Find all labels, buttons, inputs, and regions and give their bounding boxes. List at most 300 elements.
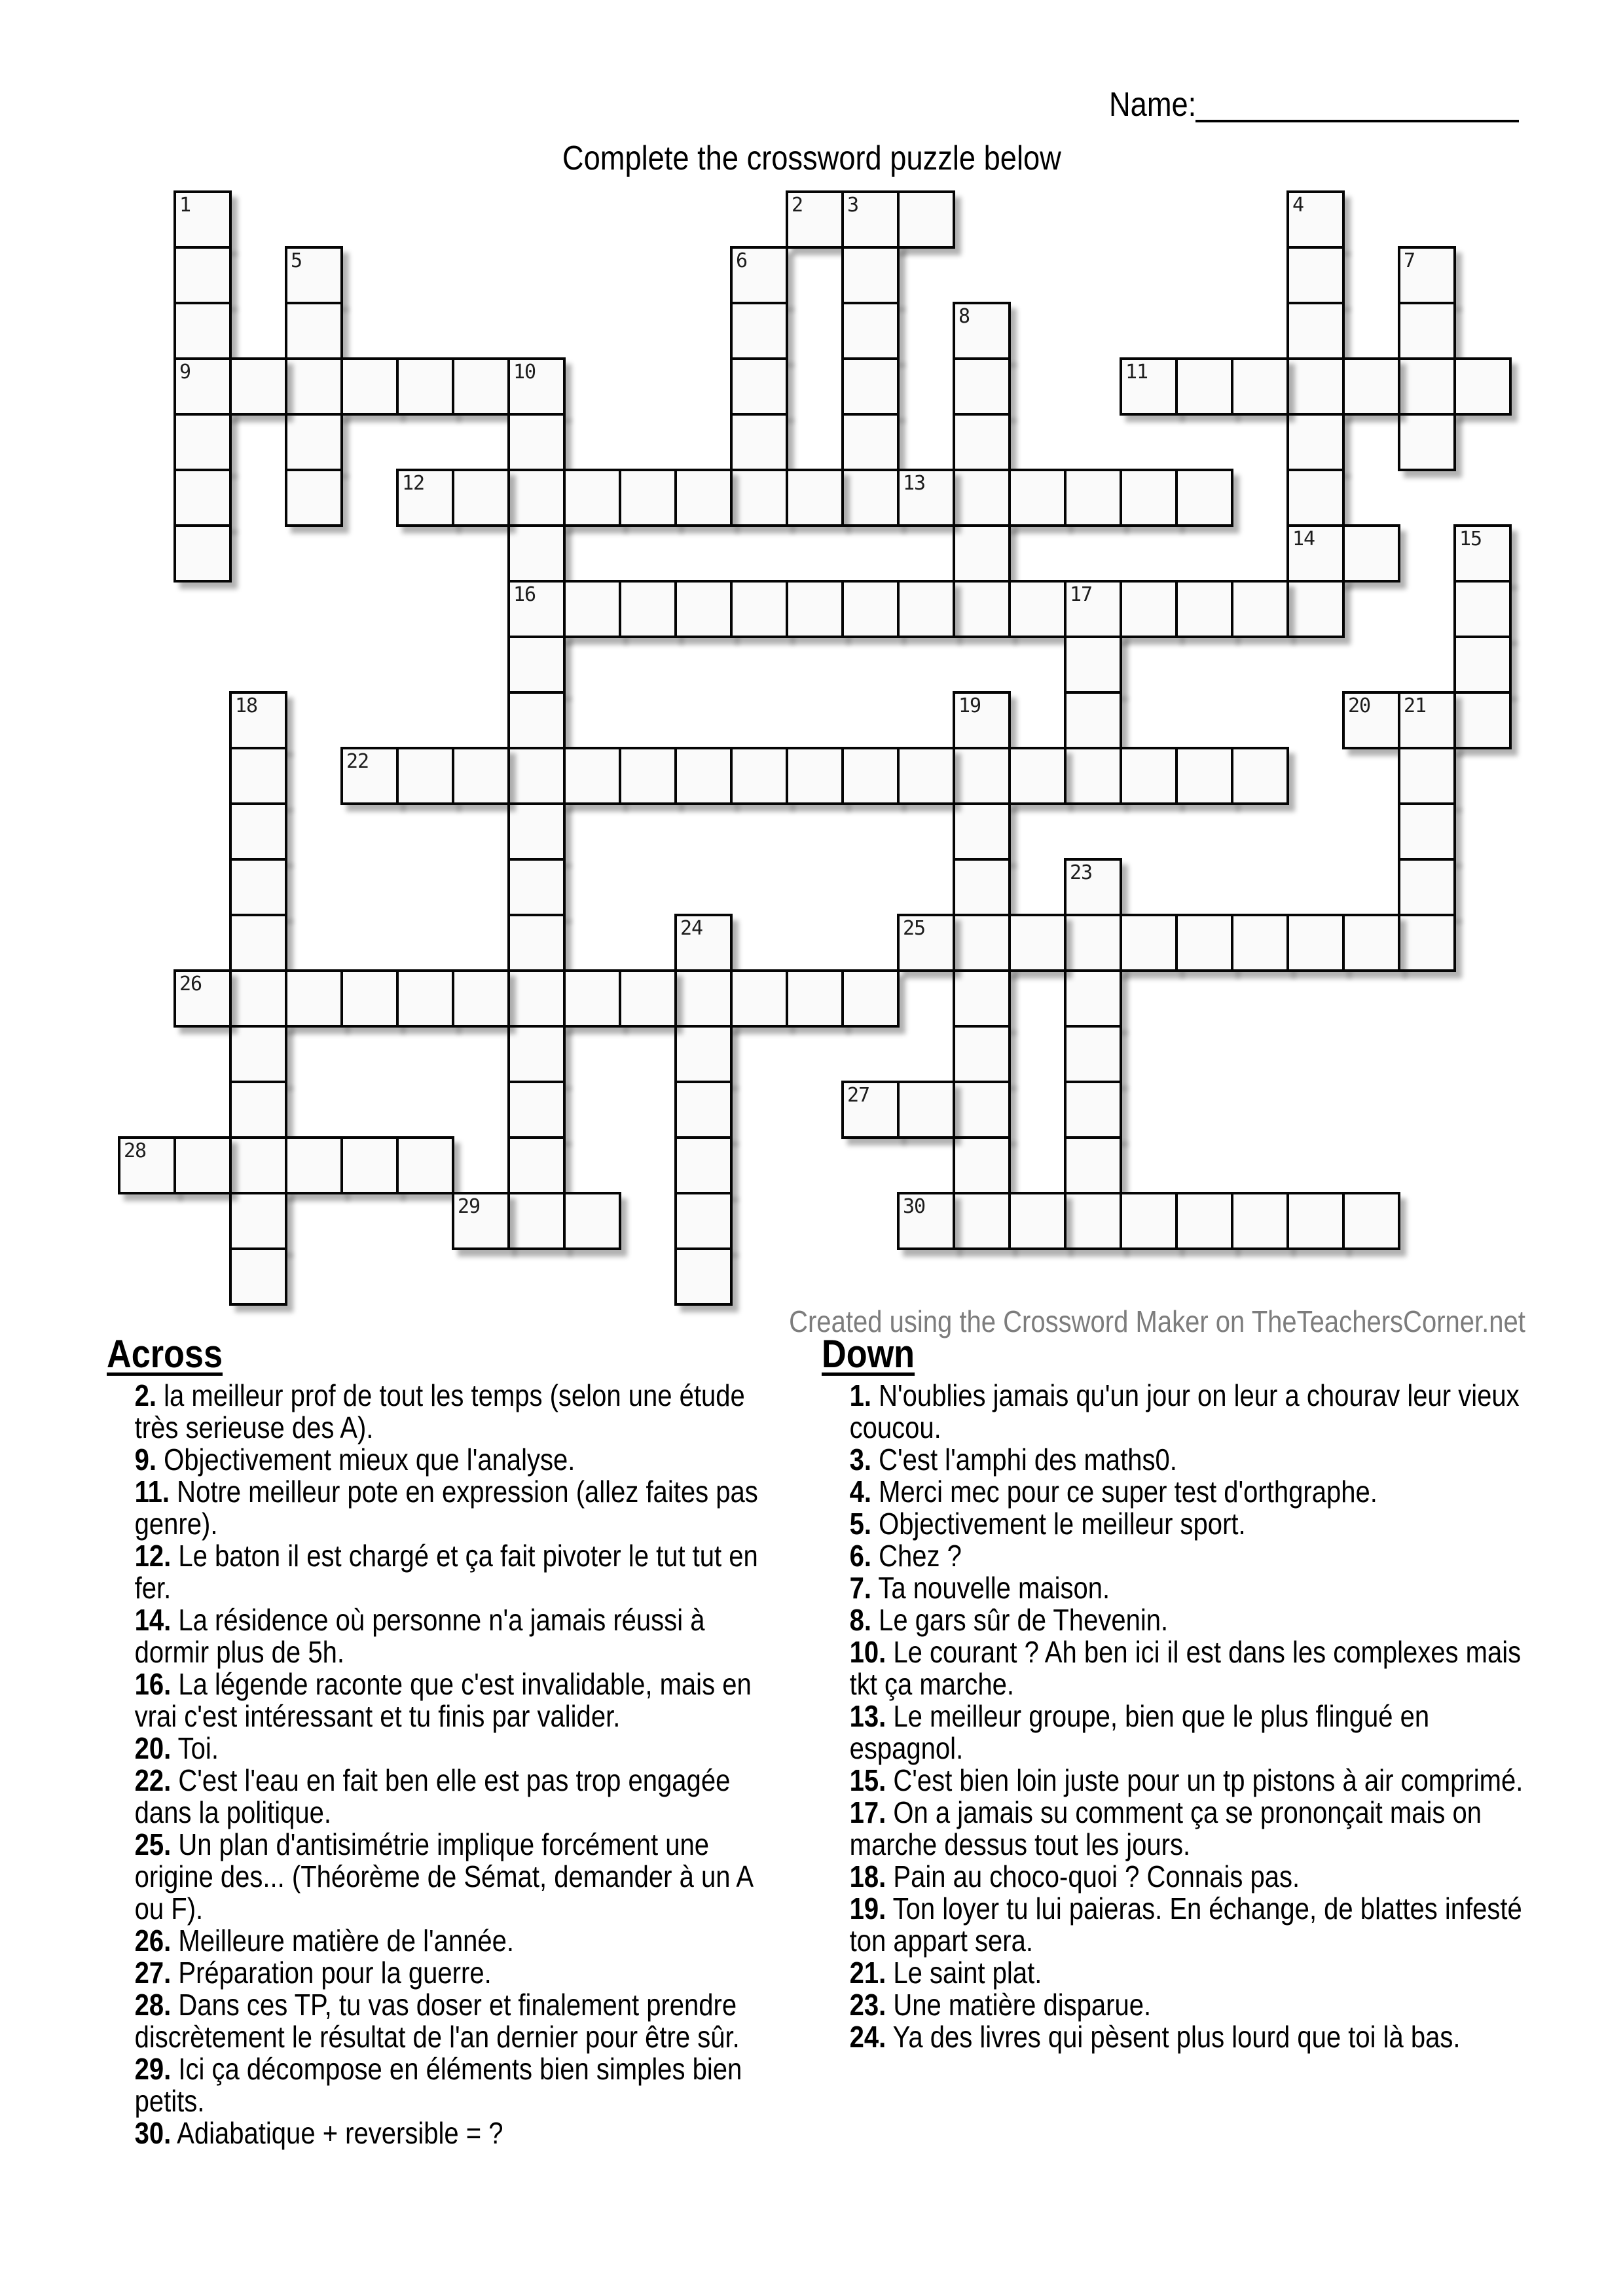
grid-cell-r6c15[interactable] bbox=[953, 524, 1011, 583]
grid-cell-r10c12[interactable] bbox=[786, 747, 844, 805]
attribution-text: Created using the Crossword Maker on TheTeachersCorner.net bbox=[789, 1304, 1525, 1338]
grid-cell-r3c2[interactable] bbox=[229, 357, 287, 416]
grid-cell-r7c9[interactable] bbox=[619, 580, 677, 638]
grid-cell-r11c23[interactable] bbox=[1398, 802, 1456, 861]
clue-text: Un plan d'antisimétrie implique forcément une origine des... (Théorème de Sémat, demander à un A ou F). bbox=[134, 1827, 752, 1926]
clue-number: 28. bbox=[134, 1988, 172, 2022]
clue-text: Préparation pour la guerre. bbox=[171, 1956, 492, 1990]
clue-number: 13. bbox=[849, 1699, 886, 1733]
grid-cell-r14c4[interactable] bbox=[340, 969, 399, 1028]
cell-number-27: 27 bbox=[847, 1084, 870, 1107]
cell-number-12: 12 bbox=[402, 472, 425, 495]
grid-cell-r3c5[interactable] bbox=[396, 357, 454, 416]
grid-cell-r4c7[interactable] bbox=[507, 413, 566, 471]
cell-number-5: 5 bbox=[291, 249, 302, 272]
cell-number-26: 26 bbox=[179, 973, 202, 996]
clue-text: Ici ça décompose en éléments bien simples bien petits. bbox=[134, 2052, 742, 2118]
grid-cell-r17c1[interactable] bbox=[173, 1136, 232, 1194]
clue-down-6 bbox=[850, 1540, 1525, 1572]
grid-cell-r10c8[interactable] bbox=[563, 747, 621, 805]
cell-number-21: 21 bbox=[1404, 694, 1427, 717]
name-label: Name: bbox=[1109, 86, 1197, 124]
grid-cell-r12c7[interactable] bbox=[507, 858, 566, 916]
clue-text: On a jamais su comment ça se prononçait mais on marche dessus tout les jours. bbox=[849, 1795, 1482, 1861]
clue-number: 24. bbox=[849, 2020, 886, 2054]
grid-cell-r3c24[interactable] bbox=[1453, 357, 1512, 416]
grid-cell-r7c18[interactable] bbox=[1120, 580, 1178, 638]
grid-cell-r17c4[interactable] bbox=[340, 1136, 399, 1194]
grid-cell-r2c23[interactable] bbox=[1398, 302, 1456, 360]
grid-cell-r3c21[interactable] bbox=[1286, 357, 1345, 416]
clue-number: 9. bbox=[134, 1443, 157, 1477]
grid-cell-r12c23[interactable] bbox=[1398, 858, 1456, 916]
clue-down-1 bbox=[850, 1380, 1525, 1444]
grid-cell-r3c23[interactable] bbox=[1398, 357, 1456, 416]
grid-cell-r6c24[interactable] bbox=[1453, 524, 1512, 583]
cell-number-2: 2 bbox=[792, 194, 803, 217]
grid-cell-r3c11[interactable] bbox=[730, 357, 788, 416]
clue-number: 4. bbox=[849, 1475, 872, 1509]
grid-cell-r10c2[interactable] bbox=[229, 747, 287, 805]
cell-number-9: 9 bbox=[179, 361, 191, 384]
clue-text: Le courant ? Ah ben ici il est dans les complexes mais tkt ça marche. bbox=[849, 1635, 1522, 1701]
grid-cell-r5c16[interactable] bbox=[1008, 469, 1067, 527]
clue-text: C'est l'amphi des maths0. bbox=[871, 1443, 1177, 1477]
grid-cell-r15c15[interactable] bbox=[953, 1025, 1011, 1083]
clue-number: 11. bbox=[134, 1475, 170, 1509]
clue-across-27 bbox=[135, 1957, 785, 1989]
grid-cell-r4c1[interactable] bbox=[173, 413, 232, 471]
name-blank-line[interactable] bbox=[1195, 91, 1519, 122]
clue-across-26 bbox=[135, 1925, 785, 1957]
grid-cell-r10c9[interactable] bbox=[619, 747, 677, 805]
clue-number: 1. bbox=[849, 1378, 872, 1412]
clue-text: N'oublies jamais qu'un jour on leur a chourav leur vieux coucou. bbox=[849, 1378, 1520, 1444]
grid-cell-r0c14[interactable] bbox=[897, 190, 955, 249]
grid-cell-r3c6[interactable] bbox=[452, 357, 510, 416]
clue-across-2 bbox=[135, 1380, 785, 1444]
clue-number: 12. bbox=[134, 1539, 172, 1573]
grid-cell-r16c7[interactable] bbox=[507, 1081, 566, 1139]
down-clues bbox=[850, 1380, 1525, 2053]
grid-cell-r10c4[interactable] bbox=[340, 747, 399, 805]
down-section bbox=[822, 1333, 1525, 2053]
grid-cell-r4c13[interactable] bbox=[841, 413, 900, 471]
grid-cell-r13c17[interactable] bbox=[1064, 914, 1122, 972]
grid-cell-r2c3[interactable] bbox=[285, 302, 343, 360]
grid-cell-r7c15[interactable] bbox=[953, 580, 1011, 638]
grid-cell-r7c20[interactable] bbox=[1231, 580, 1289, 638]
grid-cell-r18c15[interactable] bbox=[953, 1192, 1011, 1250]
grid-cell-r4c3[interactable] bbox=[285, 413, 343, 471]
grid-cell-r14c5[interactable] bbox=[396, 969, 454, 1028]
across-heading: Across bbox=[107, 1332, 223, 1376]
grid-cell-r6c7[interactable] bbox=[507, 524, 566, 583]
grid-cell-r4c11[interactable] bbox=[730, 413, 788, 471]
grid-cell-r2c13[interactable] bbox=[841, 302, 900, 360]
grid-cell-r14c12[interactable] bbox=[786, 969, 844, 1028]
grid-cell-r7c14[interactable] bbox=[897, 580, 955, 638]
grid-cell-r13c14[interactable] bbox=[897, 914, 955, 972]
grid-cell-r17c2[interactable] bbox=[229, 1136, 287, 1194]
clue-number: 2. bbox=[134, 1378, 157, 1412]
grid-cell-r7c24[interactable] bbox=[1453, 580, 1512, 638]
grid-cell-r3c13[interactable] bbox=[841, 357, 900, 416]
clue-text: Merci mec pour ce super test d'orthgraphe. bbox=[871, 1475, 1377, 1509]
cell-number-20: 20 bbox=[1348, 694, 1371, 717]
grid-cell-r12c17[interactable] bbox=[1064, 858, 1122, 916]
clue-down-7 bbox=[850, 1572, 1525, 1604]
clue-text: Le gars sûr de Thevenin. bbox=[871, 1603, 1169, 1637]
grid-cell-r5c8[interactable] bbox=[563, 469, 621, 527]
cell-number-10: 10 bbox=[513, 361, 536, 384]
grid-cell-r18c19[interactable] bbox=[1175, 1192, 1233, 1250]
grid-cell-r18c14[interactable] bbox=[897, 1192, 955, 1250]
grid-cell-r18c2[interactable] bbox=[229, 1192, 287, 1250]
grid-cell-r15c17[interactable] bbox=[1064, 1025, 1122, 1083]
grid-cell-r5c17[interactable] bbox=[1064, 469, 1122, 527]
clue-text: Pain au choco-quoi ? Connais pas. bbox=[886, 1859, 1300, 1893]
grid-cell-r10c20[interactable] bbox=[1231, 747, 1289, 805]
cell-number-6: 6 bbox=[736, 249, 748, 272]
clue-text: Ta nouvelle maison. bbox=[871, 1571, 1110, 1605]
down-heading: Down bbox=[822, 1332, 915, 1376]
clue-across-20 bbox=[135, 1732, 785, 1765]
grid-cell-r11c2[interactable] bbox=[229, 802, 287, 861]
cell-number-7: 7 bbox=[1404, 249, 1415, 272]
clue-text: Le meilleur groupe, bien que le plus flingué en espagnol. bbox=[849, 1699, 1430, 1765]
grid-cell-r10c15[interactable] bbox=[953, 747, 1011, 805]
grid-cell-r6c21[interactable] bbox=[1286, 524, 1345, 583]
clue-number: 7. bbox=[849, 1571, 872, 1605]
cell-number-8: 8 bbox=[958, 305, 970, 328]
grid-cell-r19c2[interactable] bbox=[229, 1247, 287, 1306]
clue-number: 23. bbox=[849, 1988, 886, 2022]
cell-number-3: 3 bbox=[847, 194, 859, 217]
clue-text: C'est bien loin juste pour un tp pistons à air comprimé. bbox=[886, 1763, 1523, 1797]
grid-cell-r14c8[interactable] bbox=[563, 969, 621, 1028]
grid-cell-r14c15[interactable] bbox=[953, 969, 1011, 1028]
grid-cell-r15c10[interactable] bbox=[674, 1025, 733, 1083]
across-section bbox=[107, 1333, 784, 2149]
crossword-grid bbox=[118, 190, 1512, 1306]
grid-cell-r10c10[interactable] bbox=[674, 747, 733, 805]
clue-down-21 bbox=[850, 1957, 1525, 1989]
cell-number-1: 1 bbox=[179, 194, 191, 217]
grid-cell-r10c7[interactable] bbox=[507, 747, 566, 805]
grid-cell-r10c5[interactable] bbox=[396, 747, 454, 805]
grid-cell-r18c22[interactable] bbox=[1342, 1192, 1400, 1250]
grid-cell-r14c2[interactable] bbox=[229, 969, 287, 1028]
grid-cell-r8c24[interactable] bbox=[1453, 636, 1512, 694]
grid-cell-r18c20[interactable] bbox=[1231, 1192, 1289, 1250]
grid-cell-r2c1[interactable] bbox=[173, 302, 232, 360]
grid-cell-r13c15[interactable] bbox=[953, 914, 1011, 972]
grid-cell-r14c6[interactable] bbox=[452, 969, 510, 1028]
grid-cell-r3c1[interactable] bbox=[173, 357, 232, 416]
grid-cell-r13c18[interactable] bbox=[1120, 914, 1178, 972]
grid-cell-r5c3[interactable] bbox=[285, 469, 343, 527]
clue-text: Adiabatique + reversible = ? bbox=[171, 2116, 503, 2150]
grid-cell-r13c21[interactable] bbox=[1286, 914, 1345, 972]
grid-cell-r7c16[interactable] bbox=[1008, 580, 1067, 638]
clue-text: Dans ces TP, tu vas doser et finalement prendre discrètement le résultat de l'an dernier pour être sûr. bbox=[134, 1988, 740, 2054]
grid-cell-r0c13[interactable] bbox=[841, 190, 900, 249]
grid-cell-r18c8[interactable] bbox=[563, 1192, 621, 1250]
grid-cell-r0c21[interactable] bbox=[1286, 190, 1345, 249]
clue-text: la meilleur prof de tout les temps (selon une étude très serieuse des A). bbox=[134, 1378, 745, 1444]
clue-number: 19. bbox=[849, 1892, 886, 1926]
clue-text: Chez ? bbox=[871, 1539, 962, 1573]
clue-text: La légende raconte que c'est invalidable, mais en vrai c'est intéressant et tu finis par valider. bbox=[134, 1667, 752, 1733]
clue-number: 29. bbox=[134, 2052, 172, 2086]
cell-number-14: 14 bbox=[1292, 528, 1315, 550]
grid-cell-r9c15[interactable] bbox=[953, 691, 1011, 749]
clue-number: 21. bbox=[849, 1956, 886, 1990]
grid-cell-r3c19[interactable] bbox=[1175, 357, 1233, 416]
grid-cell-r2c15[interactable] bbox=[953, 302, 1011, 360]
grid-cell-r12c2[interactable] bbox=[229, 858, 287, 916]
clue-number: 17. bbox=[849, 1795, 886, 1829]
grid-cell-r18c18[interactable] bbox=[1120, 1192, 1178, 1250]
grid-cell-r13c16[interactable] bbox=[1008, 914, 1067, 972]
grid-cell-r7c21[interactable] bbox=[1286, 580, 1345, 638]
grid-cell-r7c10[interactable] bbox=[674, 580, 733, 638]
grid-cell-r5c1[interactable] bbox=[173, 469, 232, 527]
grid-cell-r14c17[interactable] bbox=[1064, 969, 1122, 1028]
grid-cell-r0c12[interactable] bbox=[786, 190, 844, 249]
grid-cell-r3c3[interactable] bbox=[285, 357, 343, 416]
clue-text: Objectivement mieux que l'analyse. bbox=[156, 1443, 575, 1477]
grid-cell-r5c19[interactable] bbox=[1175, 469, 1233, 527]
clue-down-19 bbox=[850, 1893, 1525, 1957]
grid-cell-r3c4[interactable] bbox=[340, 357, 399, 416]
cell-number-23: 23 bbox=[1070, 861, 1093, 884]
grid-cell-r18c17[interactable] bbox=[1064, 1192, 1122, 1250]
grid-cell-r5c12[interactable] bbox=[786, 469, 844, 527]
grid-cell-r1c23[interactable] bbox=[1398, 246, 1456, 304]
clue-down-23 bbox=[850, 1989, 1525, 2021]
cell-number-28: 28 bbox=[124, 1139, 147, 1162]
clue-text: Toi. bbox=[171, 1731, 219, 1765]
grid-cell-r14c1[interactable] bbox=[173, 969, 232, 1028]
clue-across-14 bbox=[135, 1604, 785, 1668]
grid-cell-r13c10[interactable] bbox=[674, 914, 733, 972]
grid-cell-r16c13[interactable] bbox=[841, 1081, 900, 1139]
grid-cell-r13c23[interactable] bbox=[1398, 914, 1456, 972]
grid-cell-r1c1[interactable] bbox=[173, 246, 232, 304]
grid-cell-r14c9[interactable] bbox=[619, 969, 677, 1028]
grid-cell-r17c3[interactable] bbox=[285, 1136, 343, 1194]
grid-cell-r10c18[interactable] bbox=[1120, 747, 1178, 805]
grid-cell-r17c10[interactable] bbox=[674, 1136, 733, 1194]
grid-cell-r5c21[interactable] bbox=[1286, 469, 1345, 527]
grid-cell-r5c7[interactable] bbox=[507, 469, 566, 527]
grid-cell-r7c13[interactable] bbox=[841, 580, 900, 638]
clue-number: 30. bbox=[134, 2116, 172, 2150]
grid-cell-r3c7[interactable] bbox=[507, 357, 566, 416]
clue-down-13 bbox=[850, 1700, 1525, 1765]
grid-cell-r5c15[interactable] bbox=[953, 469, 1011, 527]
clue-number: 22. bbox=[134, 1763, 172, 1797]
grid-cell-r13c7[interactable] bbox=[507, 914, 566, 972]
clue-text: La résidence où personne n'a jamais réussi à dormir plus de 5h. bbox=[134, 1603, 705, 1669]
grid-cell-r16c10[interactable] bbox=[674, 1081, 733, 1139]
grid-cell-r5c10[interactable] bbox=[674, 469, 733, 527]
grid-cell-r5c18[interactable] bbox=[1120, 469, 1178, 527]
grid-cell-r3c15[interactable] bbox=[953, 357, 1011, 416]
grid-cell-r14c13[interactable] bbox=[841, 969, 900, 1028]
clue-number: 8. bbox=[849, 1603, 872, 1637]
grid-cell-r17c5[interactable] bbox=[396, 1136, 454, 1194]
grid-cell-r16c17[interactable] bbox=[1064, 1081, 1122, 1139]
clue-text: C'est l'eau en fait ben elle est pas trop engagée dans la politique. bbox=[134, 1763, 731, 1829]
clue-down-24 bbox=[850, 2021, 1525, 2053]
grid-cell-r18c10[interactable] bbox=[674, 1192, 733, 1250]
grid-cell-r10c14[interactable] bbox=[897, 747, 955, 805]
cell-number-29: 29 bbox=[458, 1195, 481, 1218]
grid-cell-r17c17[interactable] bbox=[1064, 1136, 1122, 1194]
grid-cell-r5c14[interactable] bbox=[897, 469, 955, 527]
grid-cell-r6c22[interactable] bbox=[1342, 524, 1400, 583]
clue-number: 27. bbox=[134, 1956, 172, 1990]
grid-cell-r18c21[interactable] bbox=[1286, 1192, 1345, 1250]
grid-cell-r5c9[interactable] bbox=[619, 469, 677, 527]
clue-number: 5. bbox=[849, 1507, 872, 1541]
grid-cell-r7c12[interactable] bbox=[786, 580, 844, 638]
grid-cell-r5c5[interactable] bbox=[396, 469, 454, 527]
grid-cell-r4c21[interactable] bbox=[1286, 413, 1345, 471]
grid-cell-r15c7[interactable] bbox=[507, 1025, 566, 1083]
cell-number-22: 22 bbox=[346, 750, 369, 773]
clue-down-18 bbox=[850, 1861, 1525, 1893]
cell-number-19: 19 bbox=[958, 694, 981, 717]
grid-cell-r1c3[interactable] bbox=[285, 246, 343, 304]
grid-cell-r7c19[interactable] bbox=[1175, 580, 1233, 638]
grid-cell-r12c15[interactable] bbox=[953, 858, 1011, 916]
clue-down-4 bbox=[850, 1476, 1525, 1508]
grid-cell-r9c17[interactable] bbox=[1064, 691, 1122, 749]
clue-number: 3. bbox=[849, 1443, 872, 1477]
grid-cell-r10c13[interactable] bbox=[841, 747, 900, 805]
cell-number-15: 15 bbox=[1459, 528, 1482, 550]
grid-cell-r1c21[interactable] bbox=[1286, 246, 1345, 304]
grid-cell-r10c6[interactable] bbox=[452, 747, 510, 805]
grid-cell-r1c11[interactable] bbox=[730, 246, 788, 304]
grid-cell-r15c2[interactable] bbox=[229, 1025, 287, 1083]
grid-cell-r3c18[interactable] bbox=[1120, 357, 1178, 416]
grid-cell-r14c7[interactable] bbox=[507, 969, 566, 1028]
grid-cell-r13c19[interactable] bbox=[1175, 914, 1233, 972]
clue-across-16 bbox=[135, 1668, 785, 1732]
cell-number-16: 16 bbox=[513, 583, 536, 606]
cell-number-13: 13 bbox=[903, 472, 926, 495]
grid-cell-r16c15[interactable] bbox=[953, 1081, 1011, 1139]
grid-cell-r9c22[interactable] bbox=[1342, 691, 1400, 749]
clue-number: 16. bbox=[134, 1667, 172, 1701]
grid-cell-r18c6[interactable] bbox=[452, 1192, 510, 1250]
grid-cell-r13c22[interactable] bbox=[1342, 914, 1400, 972]
grid-cell-r11c15[interactable] bbox=[953, 802, 1011, 861]
grid-cell-r10c16[interactable] bbox=[1008, 747, 1067, 805]
grid-cell-r18c16[interactable] bbox=[1008, 1192, 1067, 1250]
grid-cell-r3c22[interactable] bbox=[1342, 357, 1400, 416]
grid-cell-r9c24[interactable] bbox=[1453, 691, 1512, 749]
grid-cell-r5c6[interactable] bbox=[452, 469, 510, 527]
grid-cell-r10c19[interactable] bbox=[1175, 747, 1233, 805]
cell-number-11: 11 bbox=[1125, 361, 1148, 384]
cell-number-17: 17 bbox=[1070, 583, 1093, 606]
clue-text: Ton loyer tu lui paieras. En échange, de blattes infesté ton appart sera. bbox=[849, 1892, 1522, 1958]
across-clues bbox=[135, 1380, 785, 2149]
grid-cell-r17c7[interactable] bbox=[507, 1136, 566, 1194]
grid-cell-r5c13[interactable] bbox=[841, 469, 900, 527]
grid-cell-r9c23[interactable] bbox=[1398, 691, 1456, 749]
clue-across-30 bbox=[135, 2117, 785, 2149]
clue-text: Meilleure matière de l'année. bbox=[171, 1924, 515, 1958]
grid-cell-r7c17[interactable] bbox=[1064, 580, 1122, 638]
grid-cell-r2c21[interactable] bbox=[1286, 302, 1345, 360]
grid-cell-r14c10[interactable] bbox=[674, 969, 733, 1028]
clue-across-29 bbox=[135, 2053, 785, 2117]
grid-cell-r14c3[interactable] bbox=[285, 969, 343, 1028]
grid-cell-r9c7[interactable] bbox=[507, 691, 566, 749]
grid-cell-r10c17[interactable] bbox=[1064, 747, 1122, 805]
grid-cell-r17c0[interactable] bbox=[118, 1136, 176, 1194]
grid-cell-r5c11[interactable] bbox=[730, 469, 788, 527]
clue-number: 6. bbox=[849, 1539, 872, 1573]
grid-cell-r7c8[interactable] bbox=[563, 580, 621, 638]
grid-cell-r16c2[interactable] bbox=[229, 1081, 287, 1139]
grid-cell-r16c14[interactable] bbox=[897, 1081, 955, 1139]
clue-number: 14. bbox=[134, 1603, 172, 1637]
grid-cell-r13c20[interactable] bbox=[1231, 914, 1289, 972]
grid-cell-r9c2[interactable] bbox=[229, 691, 287, 749]
clue-down-15 bbox=[850, 1765, 1525, 1797]
grid-cell-r8c17[interactable] bbox=[1064, 636, 1122, 694]
grid-cell-r14c11[interactable] bbox=[730, 969, 788, 1028]
grid-cell-r10c11[interactable] bbox=[730, 747, 788, 805]
cell-number-18: 18 bbox=[235, 694, 258, 717]
grid-cell-r13c2[interactable] bbox=[229, 914, 287, 972]
clue-number: 18. bbox=[849, 1859, 886, 1893]
clue-across-9 bbox=[135, 1444, 785, 1476]
grid-cell-r17c15[interactable] bbox=[953, 1136, 1011, 1194]
clue-text: Le baton il est chargé et ça fait pivoter le tut tut en fer. bbox=[134, 1539, 758, 1605]
grid-cell-r1c13[interactable] bbox=[841, 246, 900, 304]
grid-cell-r11c7[interactable] bbox=[507, 802, 566, 861]
grid-cell-r2c11[interactable] bbox=[730, 302, 788, 360]
clue-down-17 bbox=[850, 1797, 1525, 1861]
clue-text: Notre meilleur pote en expression (allez faites pas genre). bbox=[134, 1475, 758, 1541]
grid-cell-r10c23[interactable] bbox=[1398, 747, 1456, 805]
grid-cell-r19c10[interactable] bbox=[674, 1247, 733, 1306]
grid-cell-r0c1[interactable] bbox=[173, 190, 232, 249]
grid-cell-r4c23[interactable] bbox=[1398, 413, 1456, 471]
clue-number: 15. bbox=[849, 1763, 886, 1797]
grid-cell-r3c20[interactable] bbox=[1231, 357, 1289, 416]
grid-cell-r6c1[interactable] bbox=[173, 524, 232, 583]
grid-cell-r7c11[interactable] bbox=[730, 580, 788, 638]
cell-number-30: 30 bbox=[903, 1195, 926, 1218]
grid-cell-r8c7[interactable] bbox=[507, 636, 566, 694]
grid-cell-r18c7[interactable] bbox=[507, 1192, 566, 1250]
clue-down-5 bbox=[850, 1508, 1525, 1540]
grid-cell-r7c7[interactable] bbox=[507, 580, 566, 638]
cell-number-24: 24 bbox=[680, 917, 703, 940]
grid-cell-r4c15[interactable] bbox=[953, 413, 1011, 471]
clue-text: Objectivement le meilleur sport. bbox=[871, 1507, 1246, 1541]
